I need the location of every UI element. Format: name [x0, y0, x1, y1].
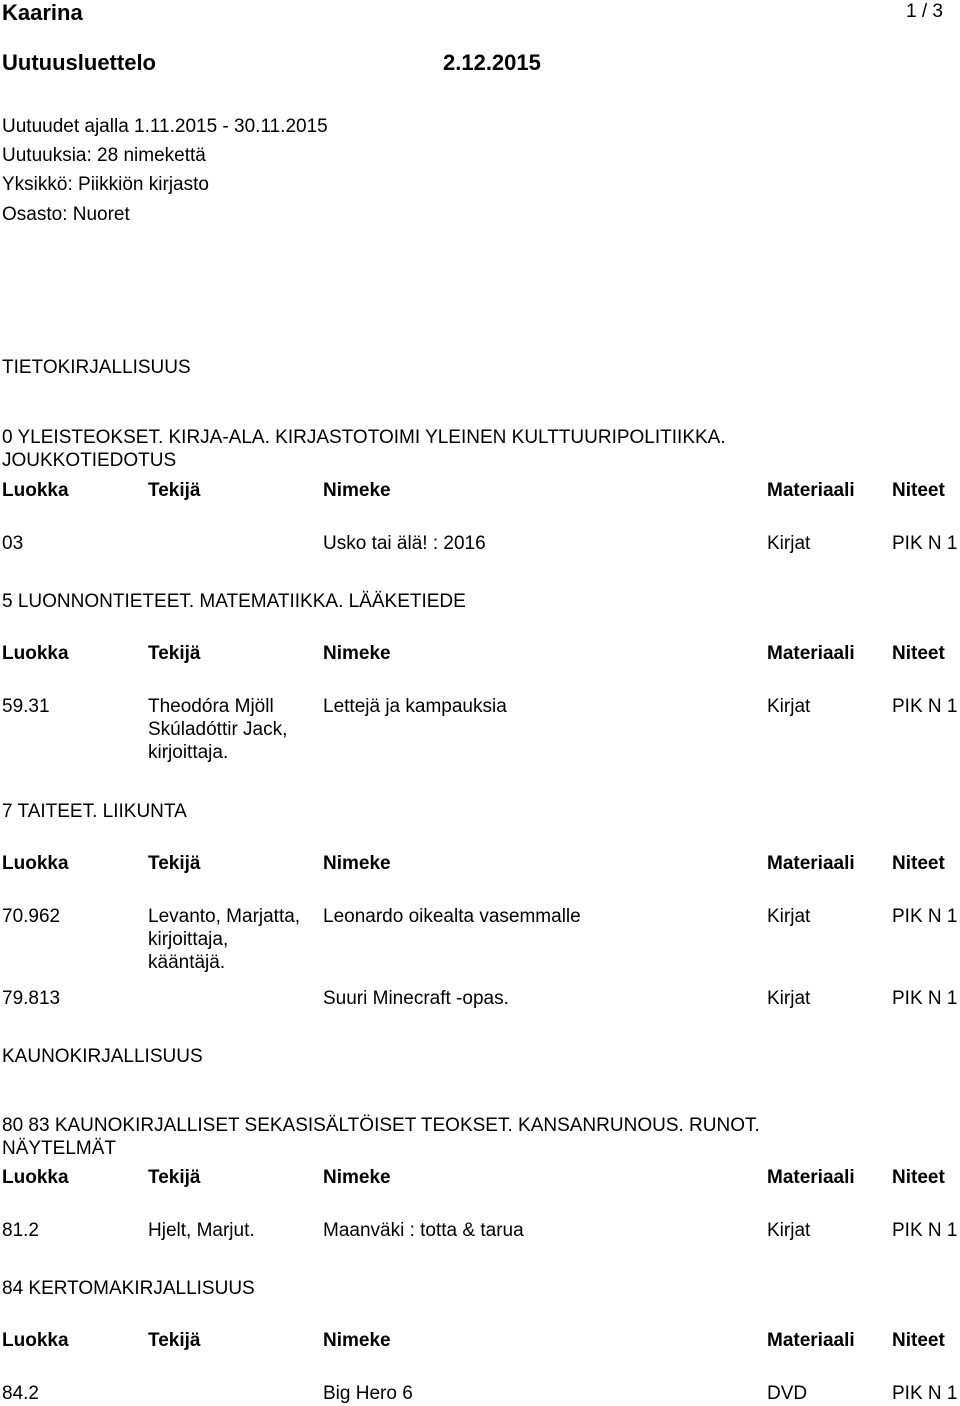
column-header-nimeke: Nimeke — [323, 853, 391, 874]
column-header-luokka: Luokka — [2, 1330, 69, 1351]
row-luokka: 70.962 — [2, 906, 61, 927]
row-nimeke: Lettejä ja kampauksia — [323, 696, 507, 717]
department-text: Osasto: Nuoret — [2, 204, 130, 225]
section-heading: 5 LUONNONTIETEET. MATEMATIIKKA. LÄÄKETIEDE — [2, 591, 466, 612]
column-header-materiaali: Materiaali — [767, 643, 855, 664]
section-heading: 0 YLEISTEOKSET. KIRJA-ALA. KIRJASTOTOIMI YLEINEN KULTTUURIPOLITIIKKA. — [2, 427, 726, 448]
column-header-niteet: Niteet — [892, 1167, 945, 1188]
row-luokka: 84.2 — [2, 1383, 39, 1404]
row-nimeke: Maanväki : totta & tarua — [323, 1220, 524, 1241]
column-header-luokka: Luokka — [2, 480, 69, 501]
column-header-niteet: Niteet — [892, 1330, 945, 1351]
row-luokka: 03 — [2, 533, 24, 554]
category-heading-fiction: KAUNOKIRJALLISUUS — [2, 1046, 203, 1067]
row-materiaali: DVD — [767, 1383, 808, 1404]
row-materiaali: Kirjat — [767, 988, 811, 1009]
row-niteet: PIK N 1 — [892, 988, 958, 1009]
section-heading: 84 KERTOMAKIRJALLISUUS — [2, 1278, 255, 1299]
row-niteet: PIK N 1 — [892, 696, 958, 717]
column-header-nimeke: Nimeke — [323, 480, 391, 501]
column-header-tekija: Tekijä — [148, 643, 201, 664]
section-heading: 7 TAITEET. LIIKUNTA — [2, 801, 187, 822]
library-name: Kaarina — [2, 0, 83, 25]
column-header-materiaali: Materiaali — [767, 480, 855, 501]
page-indicator: 1 / 3 — [906, 1, 943, 22]
row-nimeke: Leonardo oikealta vasemmalle — [323, 906, 581, 927]
column-header-nimeke: Nimeke — [323, 1330, 391, 1351]
column-header-materiaali: Materiaali — [767, 1167, 855, 1188]
column-header-nimeke: Nimeke — [323, 1167, 391, 1188]
column-header-luokka: Luokka — [2, 853, 69, 874]
row-tekija-cont: kirjoittaja. — [148, 742, 229, 763]
column-header-tekija: Tekijä — [148, 853, 201, 874]
column-header-materiaali: Materiaali — [767, 1330, 855, 1351]
section-heading-cont: JOUKKOTIEDOTUS — [2, 450, 177, 471]
section-heading: 80 83 KAUNOKIRJALLISET SEKASISÄLTÖISET TEOKSET. KANSANRUNOUS. RUNOT. — [2, 1115, 760, 1136]
section-heading-cont: NÄYTELMÄT — [2, 1138, 117, 1159]
report-date: 2.12.2015 — [443, 50, 541, 75]
row-tekija: Theodóra Mjöll — [148, 696, 274, 717]
count-text: Uutuuksia: 28 nimekettä — [2, 145, 206, 166]
unit-text: Yksikkö: Piikkiön kirjasto — [2, 174, 209, 195]
row-nimeke: Suuri Minecraft -opas. — [323, 988, 509, 1009]
row-niteet: PIK N 1 — [892, 1220, 958, 1241]
row-niteet: PIK N 1 — [892, 533, 958, 554]
column-header-materiaali: Materiaali — [767, 853, 855, 874]
column-header-tekija: Tekijä — [148, 480, 201, 501]
column-header-tekija: Tekijä — [148, 1167, 201, 1188]
row-materiaali: Kirjat — [767, 906, 811, 927]
row-materiaali: Kirjat — [767, 696, 811, 717]
period-text: Uutuudet ajalla 1.11.2015 - 30.11.2015 — [2, 116, 328, 137]
row-tekija: Levanto, Marjatta, — [148, 906, 301, 927]
row-nimeke: Usko tai älä! : 2016 — [323, 533, 486, 554]
category-heading-nonfiction: TIETOKIRJALLISUUS — [2, 357, 191, 378]
row-tekija-cont: Skúladóttir Jack, — [148, 719, 288, 740]
column-header-luokka: Luokka — [2, 643, 69, 664]
row-tekija-cont: kirjoittaja, — [148, 929, 229, 950]
row-luokka: 59.31 — [2, 696, 50, 717]
row-nimeke: Big Hero 6 — [323, 1383, 413, 1404]
row-tekija: Hjelt, Marjut. — [148, 1220, 255, 1241]
column-header-niteet: Niteet — [892, 643, 945, 664]
row-materiaali: Kirjat — [767, 1220, 811, 1241]
column-header-tekija: Tekijä — [148, 1330, 201, 1351]
column-header-niteet: Niteet — [892, 853, 945, 874]
row-luokka: 81.2 — [2, 1220, 39, 1241]
row-niteet: PIK N 1 — [892, 906, 958, 927]
row-niteet: PIK N 1 — [892, 1383, 958, 1404]
page-title: Uutuusluettelo — [2, 50, 156, 75]
row-materiaali: Kirjat — [767, 533, 811, 554]
column-header-luokka: Luokka — [2, 1167, 69, 1188]
row-luokka: 79.813 — [2, 988, 61, 1009]
column-header-niteet: Niteet — [892, 480, 945, 501]
row-tekija-cont: kääntäjä. — [148, 952, 226, 973]
column-header-nimeke: Nimeke — [323, 643, 391, 664]
